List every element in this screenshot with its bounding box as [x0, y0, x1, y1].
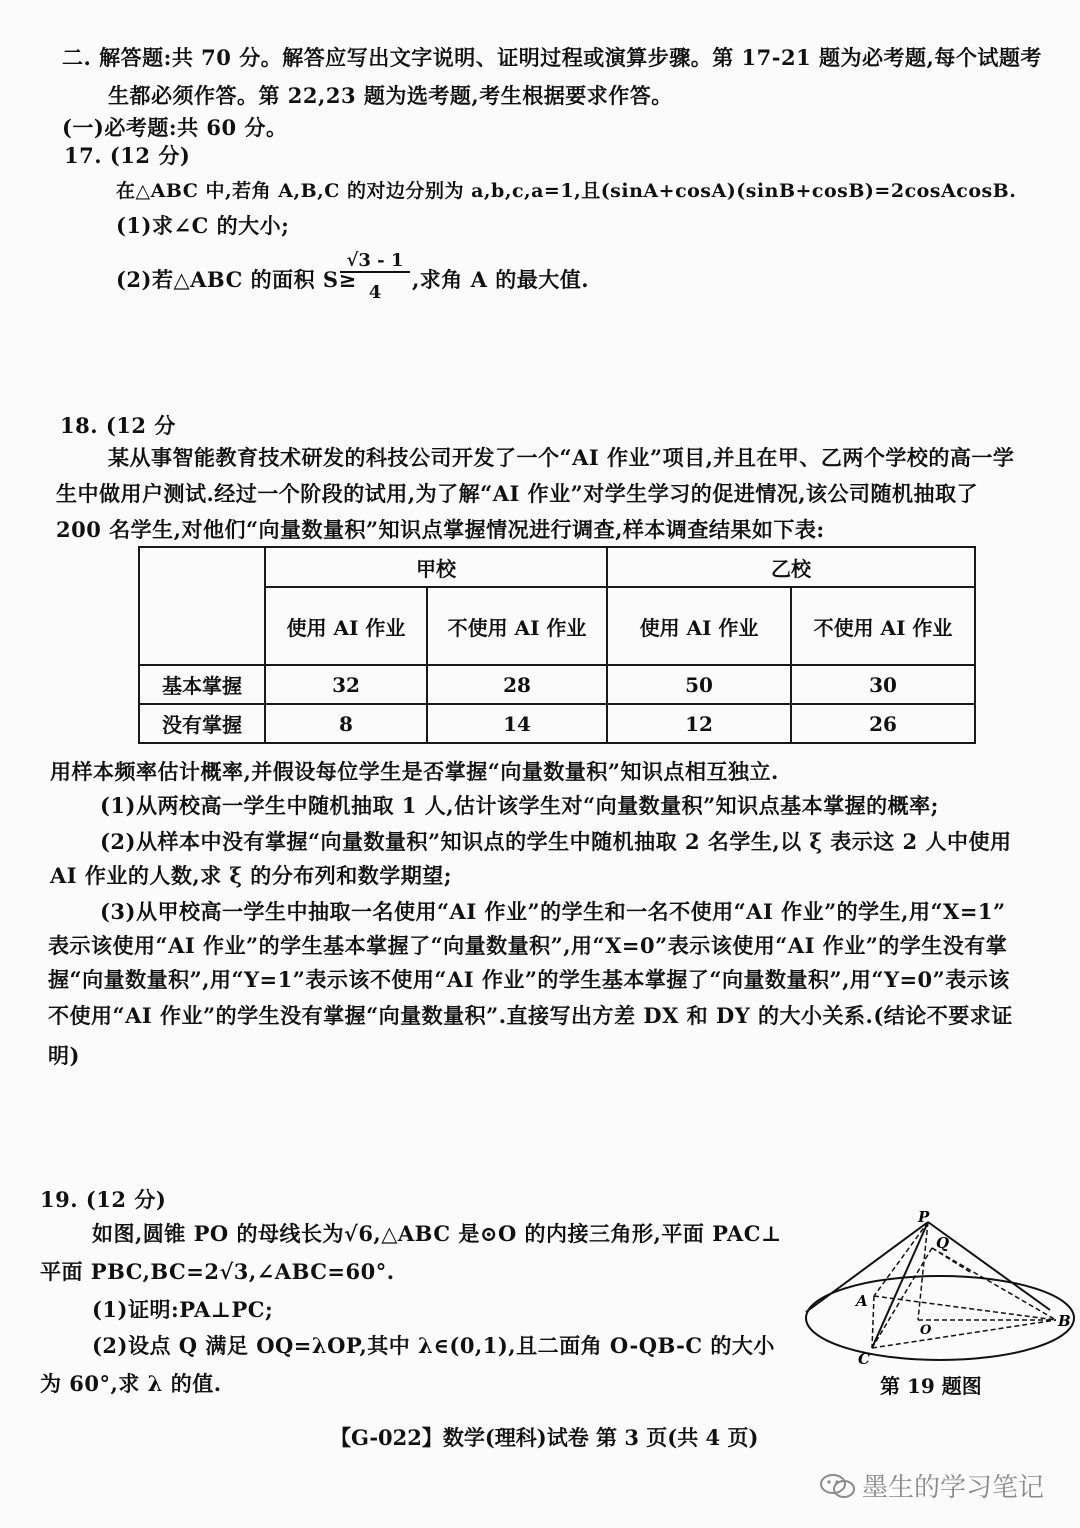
q18-para1: 某从事智能教育技术研发的科技公司开发了一个“AI 作业”项目,并且在甲、乙两个学校的高一学	[108, 445, 1015, 470]
header-a-use: 使用 AI 作业	[265, 587, 427, 665]
section-title-cont: 生都必须作答。第 22,23 题为选考题,考生根据要求作答。	[108, 83, 673, 108]
q17-part2-post: ,求角 A 的最大值.	[412, 267, 590, 292]
cell-a-nouse-basic: 28	[427, 665, 607, 704]
header-b-nouse: 不使用 AI 作业	[791, 587, 975, 665]
edge-cb	[872, 1320, 1056, 1348]
row-label-none: 没有掌握	[139, 704, 265, 743]
q18-para3: 200 名学生,对他们“向量数量积”知识点掌握情况进行调查,样本调查结果如下表:	[56, 517, 825, 542]
q19-line1: 如图,圆锥 PO 的母线长为√6,△ABC 是⊙O 的内接三角形,平面 PAC⊥	[92, 1221, 782, 1246]
q17-number: 17. (12 分)	[64, 143, 191, 168]
label-c: C	[858, 1350, 870, 1368]
q17-part1: (1)求∠C 的大小;	[116, 213, 290, 238]
cell-a-use-none: 8	[265, 704, 427, 743]
header-a-nouse: 不使用 AI 作业	[427, 587, 607, 665]
q19-part2-cont: 为 60°,求 λ 的值.	[40, 1371, 222, 1396]
q19-part1: (1)证明:PA⊥PC;	[92, 1297, 274, 1322]
q18-part2a: (2)从样本中没有掌握“向量数量积”知识点的学生中随机抽取 2 名学生,以 ξ 表示这 2 人中使用	[100, 829, 1012, 854]
q18-part2b: AI 作业的人数,求 ξ 的分布列和数学期望;	[50, 863, 453, 888]
cell-b-use-none: 12	[607, 704, 791, 743]
page-footer: 【G-022】数学(理科)试卷 第 3 页(共 4 页)	[330, 1425, 759, 1450]
table-row	[139, 665, 975, 704]
q19-part2: (2)设点 Q 满足 OQ=λOP,其中 λ∈(0,1),且二面角 O-QB-C 的大小	[92, 1333, 775, 1358]
section-title: 二. 解答题:共 70 分。解答应写出文字说明、证明过程或演算步骤。第 17-21 题为必考题,每个试题考	[62, 45, 1042, 70]
edge-ac	[872, 1296, 874, 1348]
q18-assumption: 用样本频率估计概率,并假设每位学生是否掌握“向量数量积”知识点相互独立.	[50, 759, 779, 784]
q19-number: 19. (12 分)	[40, 1187, 167, 1212]
table-row	[139, 704, 975, 743]
q18-number: 18. (12 分	[60, 413, 176, 438]
axis-po	[918, 1222, 928, 1320]
q17-stem: 在△ABC 中,若角 A,B,C 的对边分别为 a,b,c,a=1,且(sinA+cosA)(sinB+cosB)=2cosAcosB.	[116, 180, 1017, 202]
cell-a-use-basic: 32	[265, 665, 427, 704]
cell-b-nouse-none: 26	[791, 704, 975, 743]
edge-qb	[932, 1248, 1056, 1320]
q18-part3d: 不使用“AI 作业”的学生没有掌握“向量数量积”.直接写出方差 DX 和 DY 的大小关系.(结论不要求证	[48, 1003, 1013, 1028]
table-corner-cell	[139, 547, 265, 665]
cell-b-nouse-basic: 30	[791, 665, 975, 704]
q17-part2-pre: (2)若△ABC 的面积 S≥	[116, 267, 357, 292]
q18-part3c: 握“向量数量积”,用“Y=1”表示该不使用“AI 作业”的学生基本掌握了“向量数量积”,用“Y=0”表示该	[48, 967, 1010, 992]
q17-frac-denominator: 4	[368, 282, 382, 303]
cell-b-use-basic: 50	[607, 665, 791, 704]
base-circle	[806, 1276, 1074, 1360]
figure-caption: 第 19 题图	[880, 1374, 982, 1398]
q18-part3b: 表示该使用“AI 作业”的学生基本掌握了“向量数量积”,用“X=0”表示该使用“AI 作业”的学生没有掌	[48, 933, 1008, 958]
q18-part3a: (3)从甲校高一学生中抽取一名使用“AI 作业”的学生和一名不使用“AI 作业”的学生,用“X=1”	[100, 899, 1006, 924]
label-p: P	[918, 1208, 930, 1226]
subsection-title: (一)必考题:共 60 分。	[62, 115, 288, 140]
label-a: A	[856, 1292, 868, 1310]
watermark-text: 墨生的学习笔记	[862, 1473, 1045, 1503]
header-school-a: 甲校	[265, 547, 607, 587]
survey-table	[138, 546, 976, 744]
label-o: O	[920, 1323, 932, 1338]
q18-part3e: 明)	[48, 1043, 80, 1068]
q17-frac-numerator: √3 - 1	[340, 250, 410, 273]
q18-para2: 生中做用户测试.经过一个阶段的试用,为了解“AI 作业”对学生学习的促进情况,该公司随机抽取了	[56, 481, 979, 506]
wechat-icon	[818, 1472, 858, 1500]
cell-a-nouse-none: 14	[427, 704, 607, 743]
row-label-basic: 基本掌握	[139, 665, 265, 704]
header-b-use: 使用 AI 作业	[607, 587, 791, 665]
header-school-b: 乙校	[607, 547, 975, 587]
q19-line2: 平面 PBC,BC=2√3,∠ABC=60°.	[40, 1259, 395, 1284]
label-b: B	[1058, 1312, 1071, 1330]
label-q: Q	[936, 1234, 950, 1252]
q18-part1: (1)从两校高一学生中随机抽取 1 人,估计该学生对“向量数量积”知识点基本掌握的概率;	[100, 793, 939, 818]
